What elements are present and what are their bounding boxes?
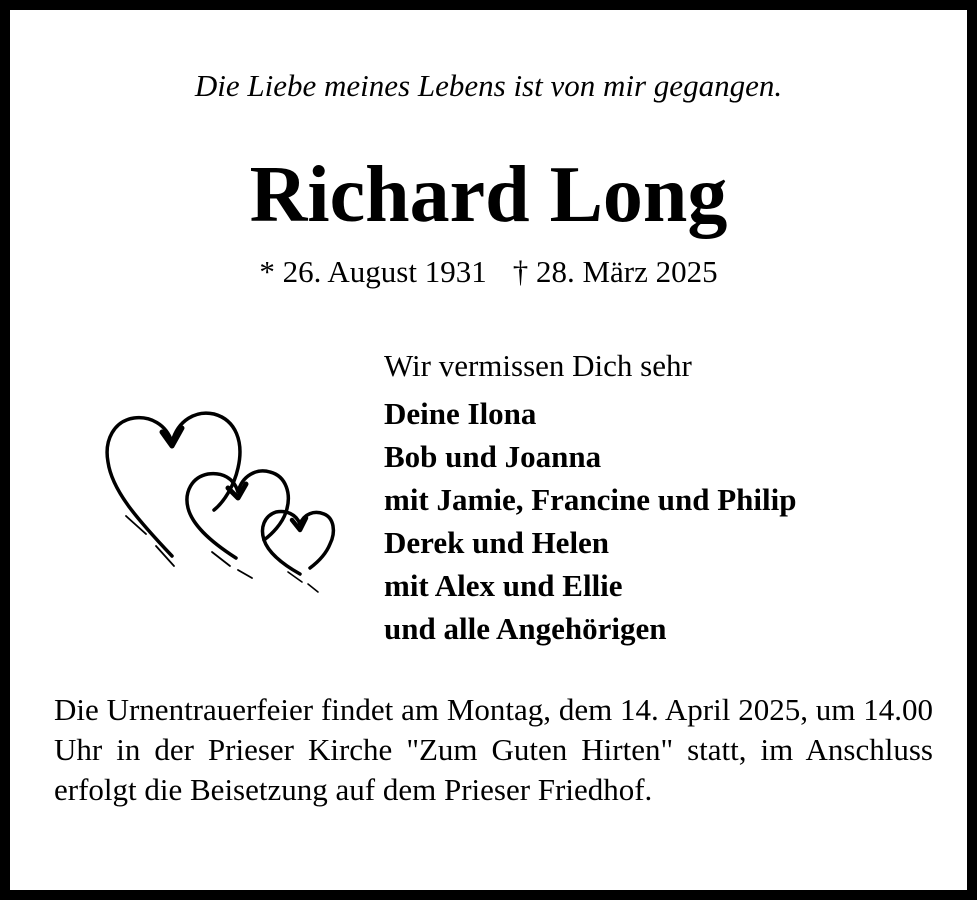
life-dates — [10, 252, 967, 292]
mourner-line: mit Alex und Ellie — [384, 568, 623, 603]
mourners-intro: Wir vermissen Dich sehr — [384, 348, 692, 383]
mourner-line: und alle Angehörigen — [384, 611, 667, 646]
mourner-line: Bob und Joanna — [384, 439, 602, 474]
deceased-name: Richard Long — [249, 151, 728, 239]
mourners-block — [384, 346, 944, 650]
mourner-line: mit Jamie, Francine und Philip — [384, 482, 797, 517]
service-announcement: Die Urnentrauerfeier findet am Montag, dem 14. April 2025, um 14.00 Uhr in der Prieser Kirche "Zum Guten Hirten" statt, im Anschluss erfolgt die Beisetzung auf dem Prieser Friedhof. — [54, 692, 933, 807]
mourner-line: Derek und Helen — [384, 525, 610, 560]
birth-date: * 26. August 1931 — [259, 254, 487, 289]
death-date: † 28. März 2025 — [512, 254, 718, 289]
three-hearts-icon — [96, 406, 346, 600]
quote: Die Liebe meines Lebens ist von mir gegangen. — [194, 68, 783, 103]
mourner-line: Deine Ilona — [384, 396, 537, 431]
